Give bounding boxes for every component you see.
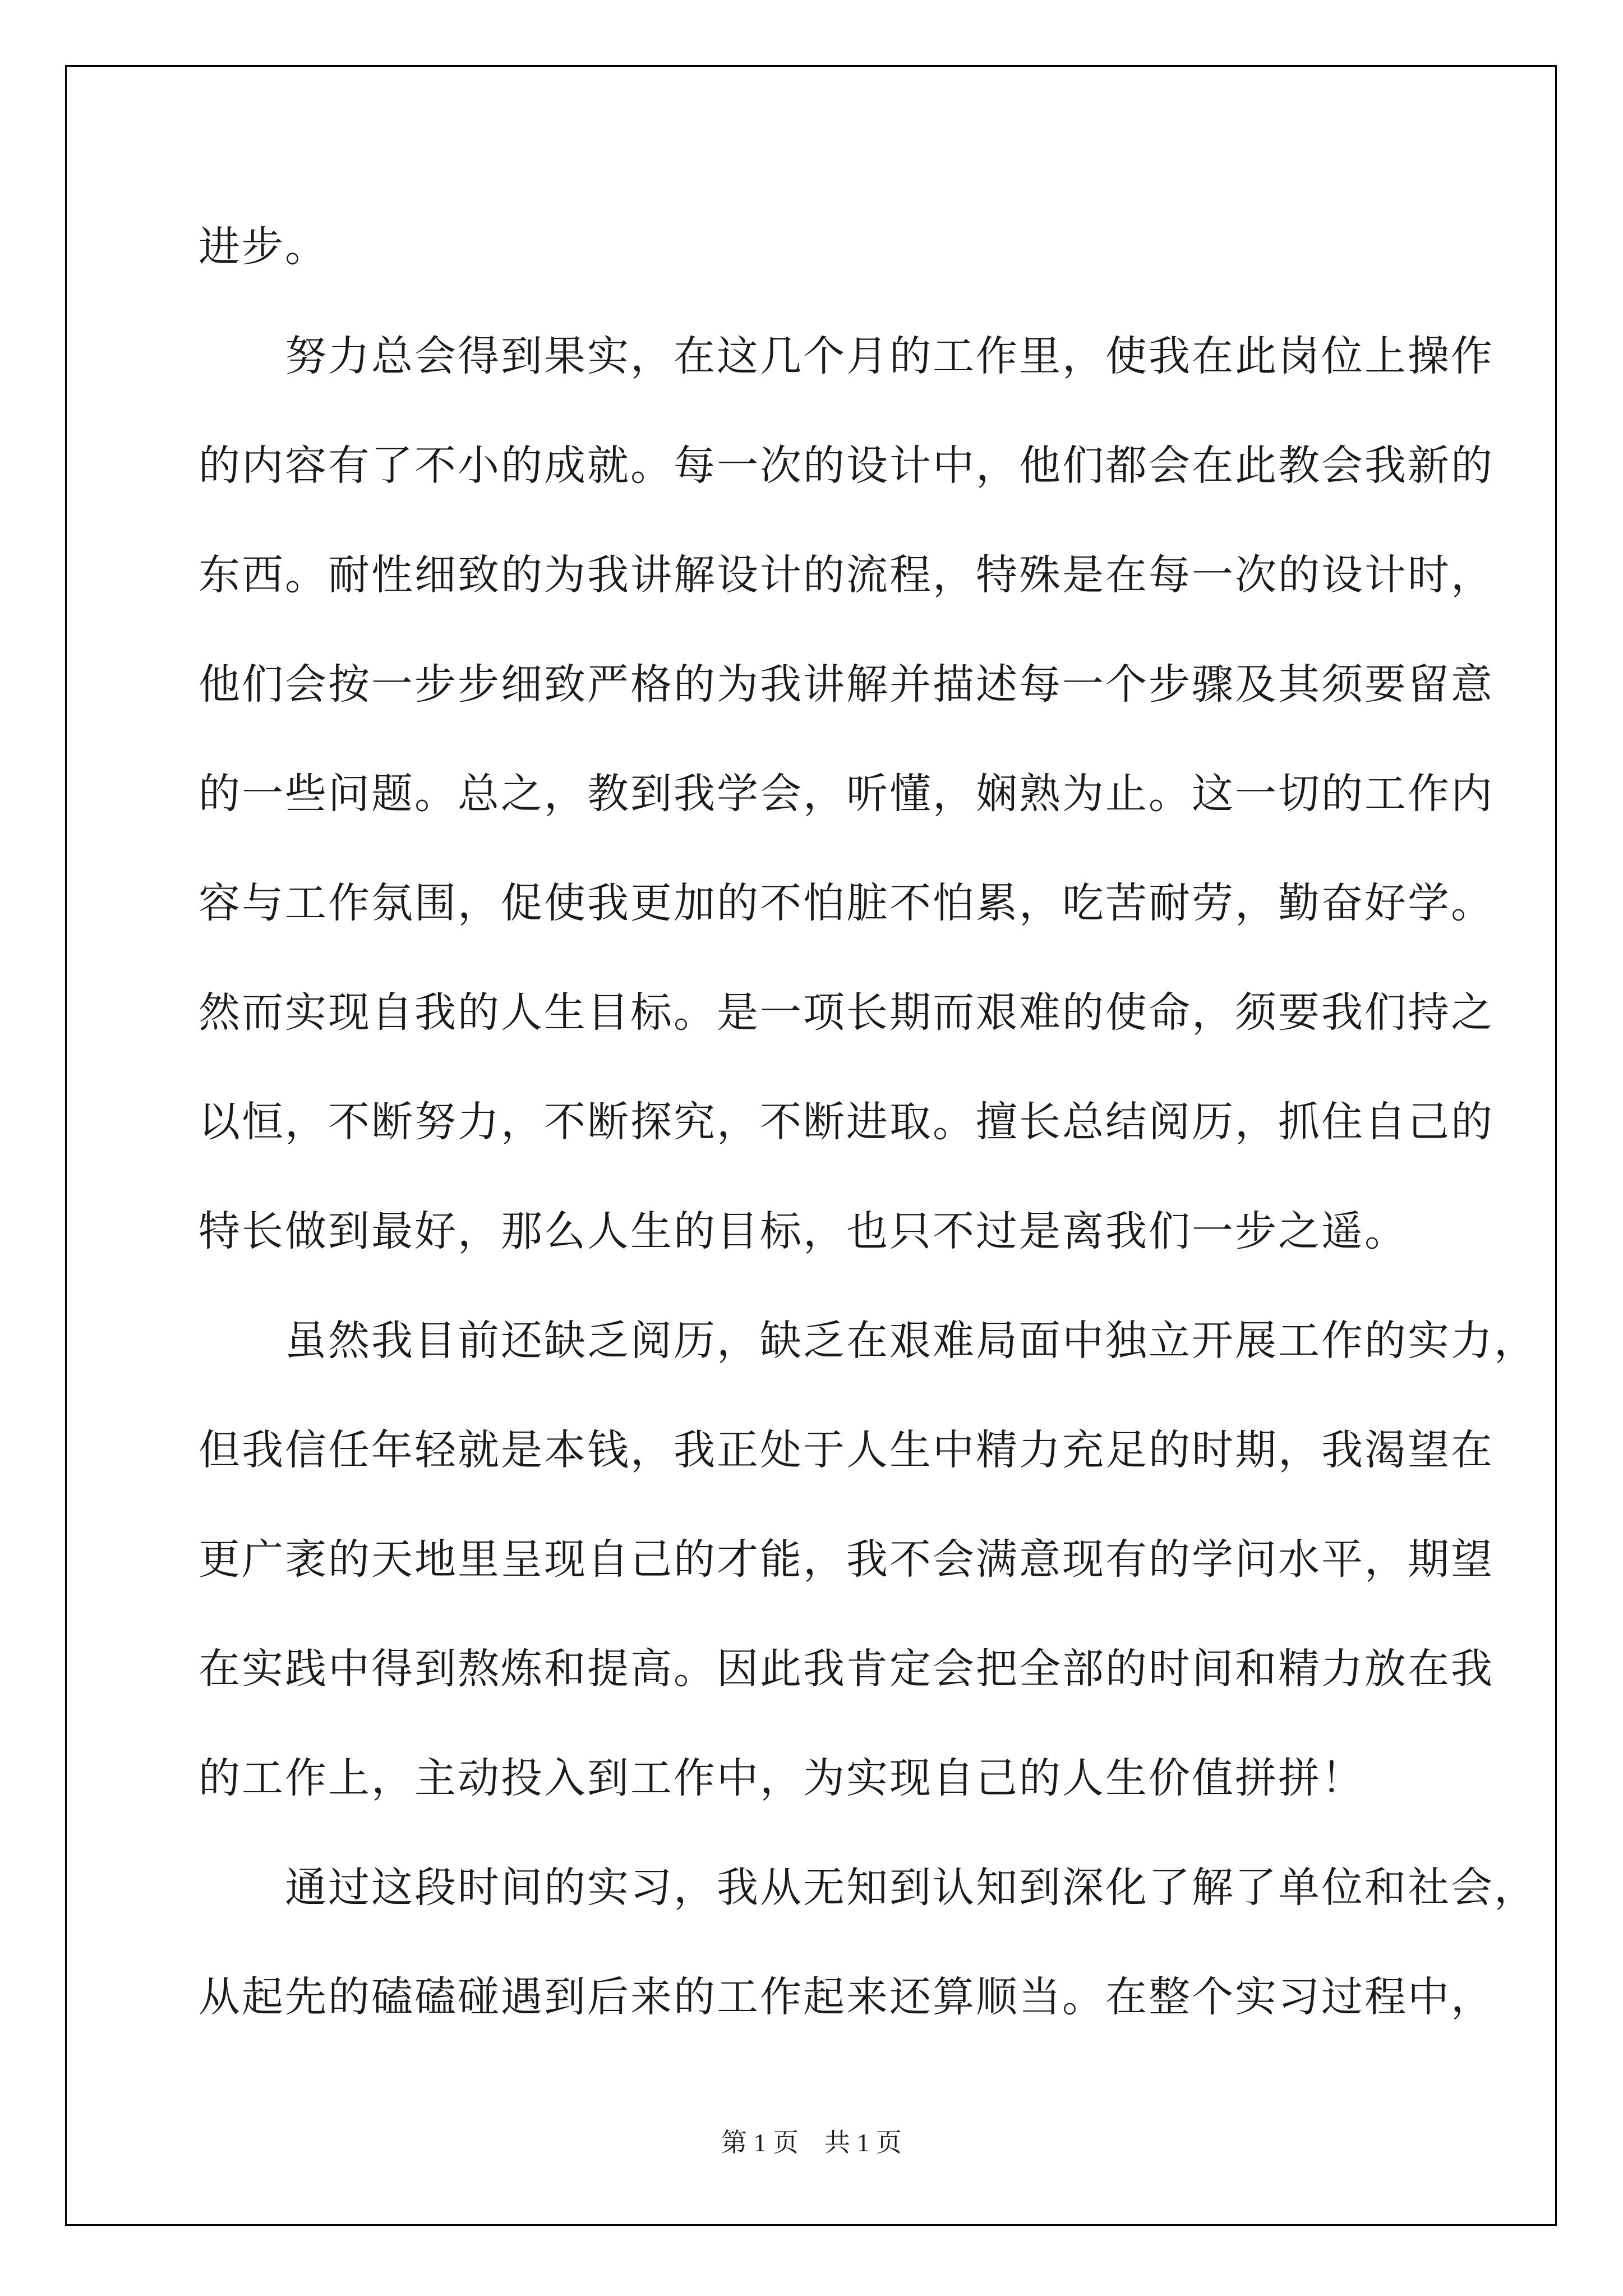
text-line: 特长做到最好，那么人生的目标，也只不过是离我们一步之遥。 xyxy=(199,1207,1408,1255)
text-line: 以恒，不断努力，不断探究，不断进取。擅长总结阅历，抓住自己的 xyxy=(199,1098,1494,1146)
text-line: 容与工作氛围，促使我更加的不怕脏不怕累，吃苦耐劳，勤奋好学。 xyxy=(199,879,1494,927)
text-line: 从起先的磕磕碰遇到后来的工作起来还算顺当。在整个实习过程中， xyxy=(199,1973,1494,2021)
text-line: 虽然我目前还缺乏阅历，缺乏在艰难局面中独立开展工作的实力， xyxy=(199,1317,1537,1365)
text-line: 进步。 xyxy=(199,223,328,271)
text-line: 通过这段时间的实习，我从无知到认知到深化了解了单位和社会， xyxy=(199,1864,1537,1912)
text-line: 他们会按一步步细致严格的为我讲解并描述每一个步骤及其须要留意 xyxy=(199,660,1494,708)
text-line: 东西。耐性细致的为我讲解设计的流程，特殊是在每一次的设计时， xyxy=(199,551,1494,599)
text-line: 但我信任年轻就是本钱，我正处于人生中精力充足的时期，我渴望在 xyxy=(199,1426,1494,1474)
text-line: 在实践中得到熬炼和提高。因此我肯定会把全部的时间和精力放在我 xyxy=(199,1645,1494,1693)
page-footer: 第 1 页 共 1 页 xyxy=(721,2128,902,2157)
text-line: 努力总会得到果实，在这几个月的工作里，使我在此岗位上操作 xyxy=(199,332,1494,380)
text-line: 的内容有了不小的成就。每一次的设计中，他们都会在此教会我新的 xyxy=(199,441,1494,490)
text-line: 更广袤的天地里呈现自己的才能，我不会满意现有的学问水平，期望 xyxy=(199,1535,1494,1584)
text-line: 的工作上，主动投入到工作中，为实现自己的人生价值拼拼！ xyxy=(199,1754,1364,1802)
text-line: 然而实现自我的人生目标。是一项长期而艰难的使命，须要我们持之 xyxy=(199,988,1494,1037)
text-line: 的一些问题。总之，教到我学会，听懂，娴熟为止。这一切的工作内 xyxy=(199,770,1494,818)
